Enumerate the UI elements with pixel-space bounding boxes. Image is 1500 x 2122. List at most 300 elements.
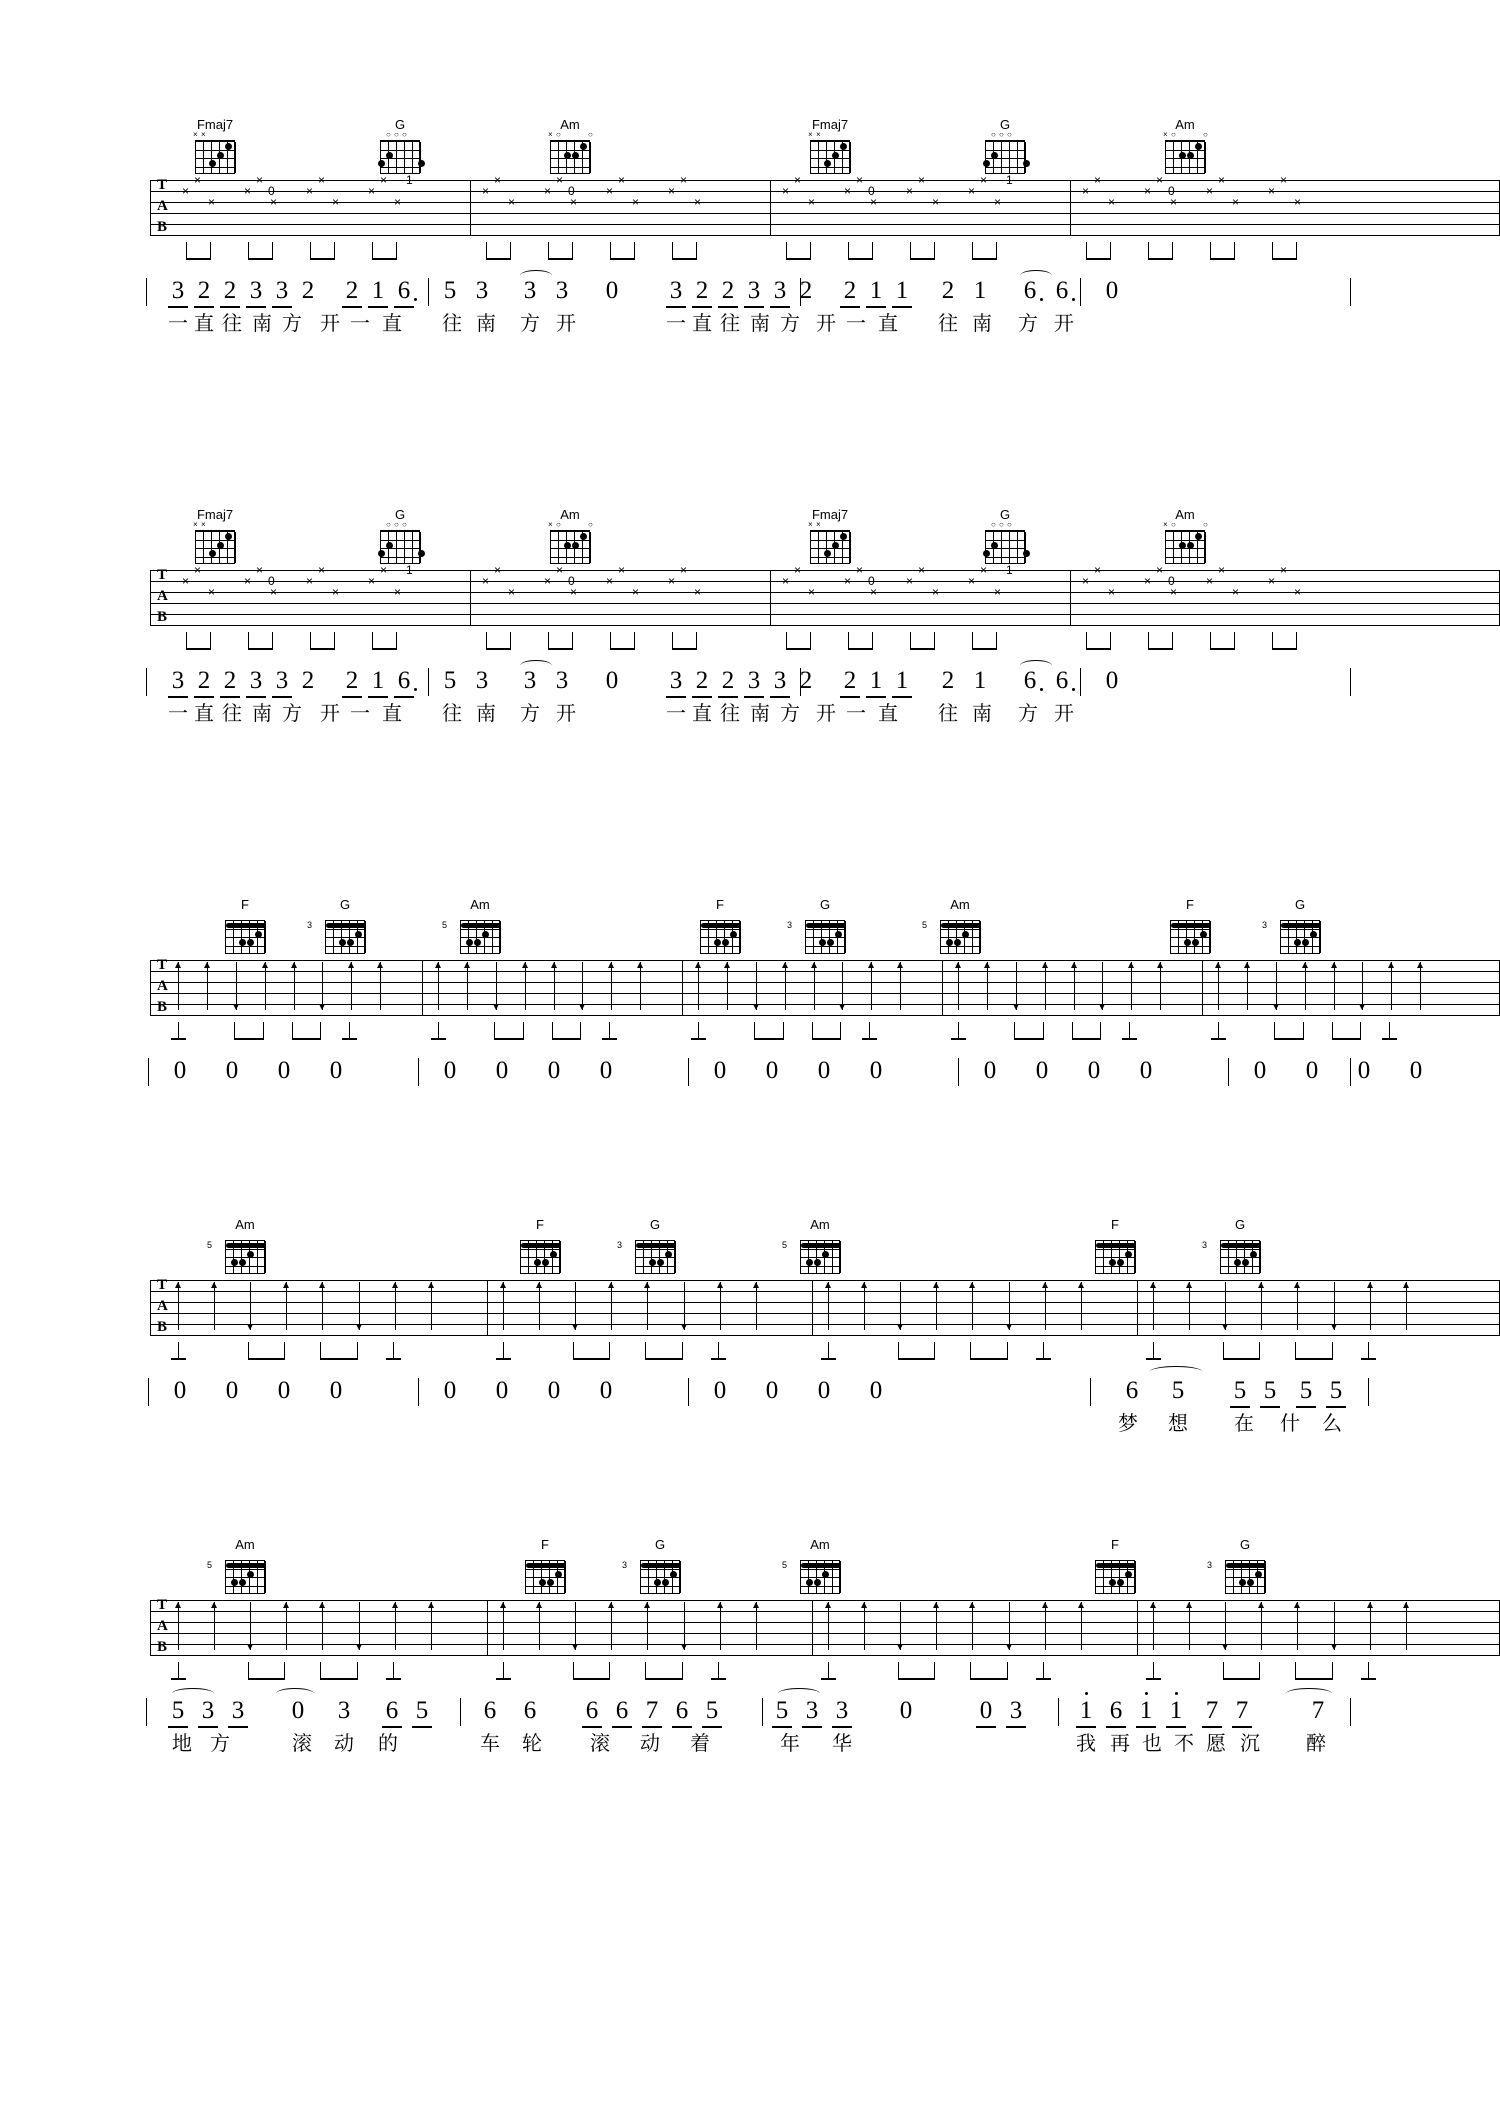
strum-up-arrow (427, 1282, 436, 1330)
lyric-syllable: 直 (382, 703, 402, 725)
lyric-syllable: 一 (350, 313, 370, 335)
note-number: 6 (1125, 1377, 1139, 1404)
note-number: 0 (495, 1377, 509, 1404)
muted-note: × (256, 563, 264, 577)
finger-dot (1117, 1579, 1124, 1586)
eighth-beam (744, 696, 764, 698)
fret-number: 3 (1207, 1560, 1213, 1570)
chord-name: Am (470, 897, 490, 912)
lyric-syllable: 一 (168, 313, 188, 335)
chord-name: Fmaj7 (811, 117, 849, 132)
lyric-syllable: 醉 (1306, 1733, 1326, 1755)
note-number: 0 (547, 1057, 561, 1084)
finger-dot (1192, 939, 1199, 946)
strum-up-arrow (867, 962, 876, 1010)
fretboard (380, 530, 420, 564)
note-number: 1 (1079, 1697, 1093, 1724)
eighth-beam (840, 306, 860, 308)
eighth-beam (840, 696, 860, 698)
muted-note: × (306, 184, 314, 198)
measure-barline (1350, 668, 1351, 696)
chord-diagram-am (1159, 508, 1211, 566)
measure-barline (1350, 1698, 1351, 1726)
open-string-icon: ○ (1007, 130, 1012, 139)
strum-up-arrow (1185, 1602, 1194, 1650)
eighth-beam (802, 1726, 822, 1728)
strum-down-arrow (1098, 962, 1107, 1010)
numbered-notation-line (0, 1696, 1500, 1778)
lyric-syllable: 再 (1110, 1733, 1130, 1755)
muted-note: × (906, 574, 914, 588)
fret-number-note: 0 (568, 574, 575, 588)
chord-name: Am (235, 1537, 255, 1552)
finger-dot (466, 939, 473, 946)
tab-lines (150, 957, 1500, 1022)
note-number: 6 (1055, 667, 1069, 694)
finger-dot (378, 550, 385, 557)
fretboard (1170, 920, 1210, 954)
eighth-beam (368, 696, 388, 698)
open-string-markers (634, 1551, 686, 1559)
lyric-syllable: 方 (1018, 703, 1038, 725)
open-string-icon: ○ (999, 520, 1004, 529)
tab-clef-letter: A (157, 978, 168, 994)
muted-note: × (1170, 585, 1178, 599)
strum-up-arrow (643, 1602, 652, 1650)
fretboard (700, 920, 740, 954)
note-number: 5 (775, 1697, 789, 1724)
open-string-icon: ○ (991, 520, 996, 529)
eighth-beam (718, 306, 738, 308)
measure-barline (428, 278, 429, 306)
finger-dot (482, 931, 489, 938)
finger-dot (1294, 939, 1301, 946)
note-number: 0 (329, 1057, 343, 1084)
fretboard (460, 920, 500, 954)
muted-note: × (1206, 184, 1214, 198)
tab-staff (0, 563, 1500, 666)
finger-dot (840, 143, 847, 150)
strum-up-arrow (463, 962, 472, 1010)
muted-note: × (394, 585, 402, 599)
muted-note: × (182, 184, 190, 198)
finger-dot (1179, 152, 1186, 159)
open-string-markers (1089, 1231, 1141, 1239)
muted-note: × (380, 173, 388, 187)
chord-diagram-g (617, 1217, 681, 1276)
strum-down-arrow (492, 962, 501, 1010)
strum-up-arrow (261, 962, 270, 1010)
finger-dot (954, 939, 961, 946)
finger-dot (832, 542, 839, 549)
strum-up-arrow (1214, 962, 1223, 1010)
fretboard (810, 140, 850, 174)
music-system (0, 1218, 1500, 1458)
muted-note: × (1280, 563, 1288, 577)
note-number: 0 (817, 1377, 831, 1404)
octave-dot (1145, 1692, 1148, 1695)
augmentation-dot (1040, 688, 1043, 691)
chord-diagram-am (1159, 118, 1211, 176)
lyric-syllable: 动 (640, 1733, 660, 1755)
finger-dot (1179, 542, 1186, 549)
barre-marker (226, 1243, 266, 1248)
chord-grid (544, 522, 596, 566)
note-number: 1 (895, 277, 909, 304)
note-number: 7 (645, 1697, 659, 1724)
numbered-notation-line (0, 666, 1500, 748)
numbered-notation-line (0, 276, 1500, 358)
note-number: 0 (869, 1057, 883, 1084)
chord-grid (804, 132, 856, 176)
strum-down-arrow (1005, 1602, 1014, 1650)
strum-up-arrow (290, 962, 299, 1010)
muted-note: × (318, 173, 326, 187)
muted-note: × (1144, 184, 1152, 198)
muted-note: × (332, 585, 340, 599)
lyric-syllable: 一 (846, 313, 866, 335)
lyric-syllable: 往 (442, 703, 462, 725)
chord-grid (622, 1552, 686, 1596)
note-number: 1 (869, 667, 883, 694)
strum-up-arrow (968, 1602, 977, 1650)
slur-tie (172, 1688, 214, 1699)
finger-dot (991, 152, 998, 159)
note-number: 3 (249, 277, 263, 304)
finger-dot (670, 1571, 677, 1578)
fret-number: 5 (207, 1560, 213, 1570)
augmentation-dot (1040, 298, 1043, 301)
note-number: 3 (231, 1697, 245, 1724)
muted-note: × (870, 195, 878, 209)
note-number: 0 (173, 1377, 187, 1404)
slur-tie (520, 270, 552, 281)
chord-diagram-f (514, 1218, 566, 1276)
note-number: 2 (799, 667, 813, 694)
eighth-beam (220, 306, 240, 308)
finger-dot (474, 939, 481, 946)
muted-note: × (1232, 585, 1240, 599)
muted-note: × (508, 585, 516, 599)
chord-name: F (241, 897, 249, 912)
strum-up-arrow (391, 1282, 400, 1330)
finger-dot (1023, 550, 1030, 557)
muted-string-icon: × (1163, 520, 1168, 529)
muted-note: × (870, 585, 878, 599)
eighth-beam (272, 306, 292, 308)
strum-down-arrow (896, 1282, 905, 1330)
note-number: 7 (1311, 1697, 1325, 1724)
fret-number: 5 (782, 1240, 788, 1250)
fretboard (985, 140, 1025, 174)
augmentation-dot (414, 298, 417, 301)
tab-clef-letter: B (157, 1319, 168, 1335)
slur-tie (1150, 1366, 1202, 1377)
strum-up-arrow (1077, 1602, 1086, 1650)
note-number: 1 (973, 667, 987, 694)
fret-number-note: 1 (1006, 173, 1013, 187)
measure-barline (148, 1378, 149, 1406)
lyric-syllable: 华 (832, 1733, 852, 1755)
chord-name: G (999, 117, 1011, 132)
strum-down-arrow (571, 1282, 580, 1330)
muted-note: × (782, 574, 790, 588)
strum-up-arrow (210, 1602, 219, 1650)
lyric-syllable: 南 (972, 703, 992, 725)
rhythm-stems (150, 1662, 1500, 1688)
fret-number-note: 1 (406, 563, 413, 577)
fret-number: 3 (307, 920, 313, 930)
strum-up-arrow (694, 962, 703, 1010)
strum-up-arrow (824, 1602, 833, 1650)
finger-dot (822, 1251, 829, 1258)
strum-down-arrow (680, 1282, 689, 1330)
lyric-syllable: 直 (382, 313, 402, 335)
muted-string-icon: × (201, 520, 206, 529)
strum-up-arrow (427, 1602, 436, 1650)
muted-note: × (306, 574, 314, 588)
chord-diagram-am (782, 1217, 846, 1276)
finger-dot (347, 939, 354, 946)
lyric-syllable: 南 (750, 703, 770, 725)
note-number: 7 (1205, 1697, 1219, 1724)
note-number: 0 (495, 1057, 509, 1084)
strum-up-arrow (282, 1282, 291, 1330)
finger-dot (1255, 1571, 1262, 1578)
muted-note: × (544, 184, 552, 198)
strum-down-arrow (752, 962, 761, 1010)
finger-dot (239, 1259, 246, 1266)
chord-grid (804, 522, 856, 566)
muted-note: × (794, 173, 802, 187)
note-number: 2 (197, 667, 211, 694)
strum-down-arrow (1272, 962, 1281, 1010)
muted-note: × (794, 563, 802, 577)
note-number: 0 (443, 1057, 457, 1084)
music-system (0, 508, 1500, 748)
barre-marker (1096, 1243, 1136, 1248)
strum-up-arrow (716, 1602, 725, 1650)
strum-up-arrow (860, 1602, 869, 1650)
lyric-syllable: 往 (720, 703, 740, 725)
eighth-beam (866, 306, 886, 308)
muted-note: × (1170, 195, 1178, 209)
chord-name: G (339, 897, 351, 912)
open-string-icon: ○ (1007, 520, 1012, 529)
note-number: 5 (1233, 1377, 1247, 1404)
finger-dot (824, 160, 831, 167)
fret-number: 5 (782, 1560, 788, 1570)
slur-tie (1286, 1688, 1332, 1699)
open-string-markers (1089, 1551, 1141, 1559)
chord-diagram-am (782, 1537, 846, 1596)
augmentation-dot (1072, 688, 1075, 691)
eighth-beam (702, 1726, 722, 1728)
open-string-markers (1274, 911, 1326, 919)
chord-name: G (394, 117, 406, 132)
chord-name: Fmaj7 (196, 507, 234, 522)
open-string-markers (374, 521, 426, 529)
note-number: 3 (555, 277, 569, 304)
fretboard (800, 1560, 840, 1594)
chord-name: G (649, 1217, 661, 1232)
note-number: 0 (1409, 1057, 1423, 1084)
lyric-syllable: 直 (194, 703, 214, 725)
chord-grid (374, 132, 426, 176)
chord-diagram-f (519, 1538, 571, 1596)
open-string-markers (519, 1551, 571, 1559)
chord-diagram-am (442, 897, 506, 956)
finger-dot (824, 550, 831, 557)
strum-down-arrow (1221, 1602, 1230, 1650)
note-number: 0 (225, 1057, 239, 1084)
finger-dot (239, 1579, 246, 1586)
finger-dot (418, 550, 425, 557)
measure-barline (460, 1698, 461, 1726)
open-string-markers (794, 1231, 846, 1239)
muted-note: × (1144, 574, 1152, 588)
slur-tie (1020, 270, 1052, 281)
strum-up-arrow (1070, 962, 1079, 1010)
lyric-syllable: 方 (210, 1733, 230, 1755)
note-number: 6 (1023, 667, 1037, 694)
note-number: 6 (1023, 277, 1037, 304)
chord-name: G (1234, 1217, 1246, 1232)
fret-number: 3 (622, 1560, 628, 1570)
muted-string-icon: × (808, 130, 813, 139)
chord-name: F (716, 897, 724, 912)
open-string-markers (1219, 1551, 1271, 1559)
finger-dot (217, 152, 224, 159)
chord-name: F (536, 1217, 544, 1232)
note-number: 0 (713, 1057, 727, 1084)
lyric-syllable: 不 (1174, 1733, 1194, 1755)
lyric-syllable: 直 (878, 313, 898, 335)
note-number: 0 (605, 667, 619, 694)
eighth-beam (394, 696, 414, 698)
measure-barline (146, 1698, 147, 1726)
muted-note: × (318, 563, 326, 577)
chord-diagram-f (1089, 1218, 1141, 1276)
strum-up-arrow (896, 962, 905, 1010)
strum-up-arrow (968, 1282, 977, 1330)
note-number: 6 (483, 1697, 497, 1724)
measure-barline (1228, 1058, 1229, 1086)
open-string-markers (374, 131, 426, 139)
muted-note: × (994, 585, 1002, 599)
strum-down-arrow (1221, 1282, 1230, 1330)
fretboard (380, 140, 420, 174)
fret-number-note: 0 (268, 184, 275, 198)
chord-name: Fmaj7 (196, 117, 234, 132)
lyric-syllable: 方 (780, 313, 800, 335)
muted-note: × (680, 563, 688, 577)
finger-dot (722, 939, 729, 946)
lyric-syllable: 轮 (522, 1733, 542, 1755)
chord-diagram-row (0, 118, 1500, 180)
chord-name: F (1111, 1217, 1119, 1232)
lyric-syllable: 开 (816, 313, 836, 335)
strum-up-arrow (1156, 962, 1165, 1010)
slur-tie (778, 1688, 820, 1699)
note-number: 3 (555, 667, 569, 694)
chord-grid (544, 132, 596, 176)
rhythm-stems (150, 1022, 1500, 1048)
barre-marker (1281, 923, 1321, 928)
open-string-markers (934, 911, 986, 919)
barre-marker (701, 923, 741, 928)
fret-number-note: 0 (268, 574, 275, 588)
finger-dot (231, 1579, 238, 1586)
chord-grid (1262, 912, 1326, 956)
muted-note: × (680, 173, 688, 187)
note-number: 0 (1087, 1057, 1101, 1084)
chord-grid (922, 912, 986, 956)
chord-diagram-am (544, 118, 596, 176)
numbered-notation-line (0, 1376, 1500, 1458)
muted-note: × (494, 563, 502, 577)
eighth-beam (672, 1726, 692, 1728)
open-string-markers (544, 521, 596, 529)
augmentation-dot (1072, 298, 1075, 301)
finger-dot (225, 533, 232, 540)
finger-dot (835, 931, 842, 938)
strum-up-arrow (607, 962, 616, 1010)
lyric-syllable: 直 (878, 703, 898, 725)
fretboard (1225, 1560, 1265, 1594)
fret-number-note: 0 (868, 184, 875, 198)
strum-up-arrow (376, 962, 385, 1010)
chord-diagram-fmaj7 (804, 118, 856, 176)
note-number: 0 (599, 1057, 613, 1084)
note-number: 2 (721, 277, 735, 304)
finger-dot (730, 931, 737, 938)
tab-staff (0, 957, 1500, 1056)
finger-dot (572, 542, 579, 549)
note-number: 2 (843, 667, 857, 694)
note-number: 2 (223, 667, 237, 694)
strum-up-arrow (1127, 962, 1136, 1010)
note-number: 0 (983, 1057, 997, 1084)
note-number: 3 (171, 277, 185, 304)
muted-note: × (1280, 173, 1288, 187)
finger-dot (657, 1259, 664, 1266)
open-string-markers (794, 1551, 846, 1559)
strum-up-arrow (535, 1282, 544, 1330)
lyric-syllable: 直 (692, 313, 712, 335)
eighth-beam (772, 1726, 792, 1728)
eighth-beam (220, 696, 240, 698)
note-number: 7 (1235, 1697, 1249, 1724)
note-number: 0 (277, 1057, 291, 1084)
finger-dot (814, 1579, 821, 1586)
chord-grid (1159, 522, 1211, 566)
finger-dot (822, 1571, 829, 1578)
note-number: 0 (765, 1377, 779, 1404)
strum-down-arrow (1005, 1282, 1014, 1330)
note-number: 3 (805, 1697, 819, 1724)
finger-dot (665, 1251, 672, 1258)
open-string-markers (804, 131, 856, 139)
fret-number-note: 0 (1168, 184, 1175, 198)
chord-grid (519, 1552, 571, 1596)
lyric-syllable: 开 (320, 703, 340, 725)
finger-dot (827, 939, 834, 946)
lyric-syllable: 着 (690, 1733, 710, 1755)
strum-down-arrow (1330, 1282, 1339, 1330)
note-number: 0 (869, 1377, 883, 1404)
open-string-markers (219, 1231, 271, 1239)
